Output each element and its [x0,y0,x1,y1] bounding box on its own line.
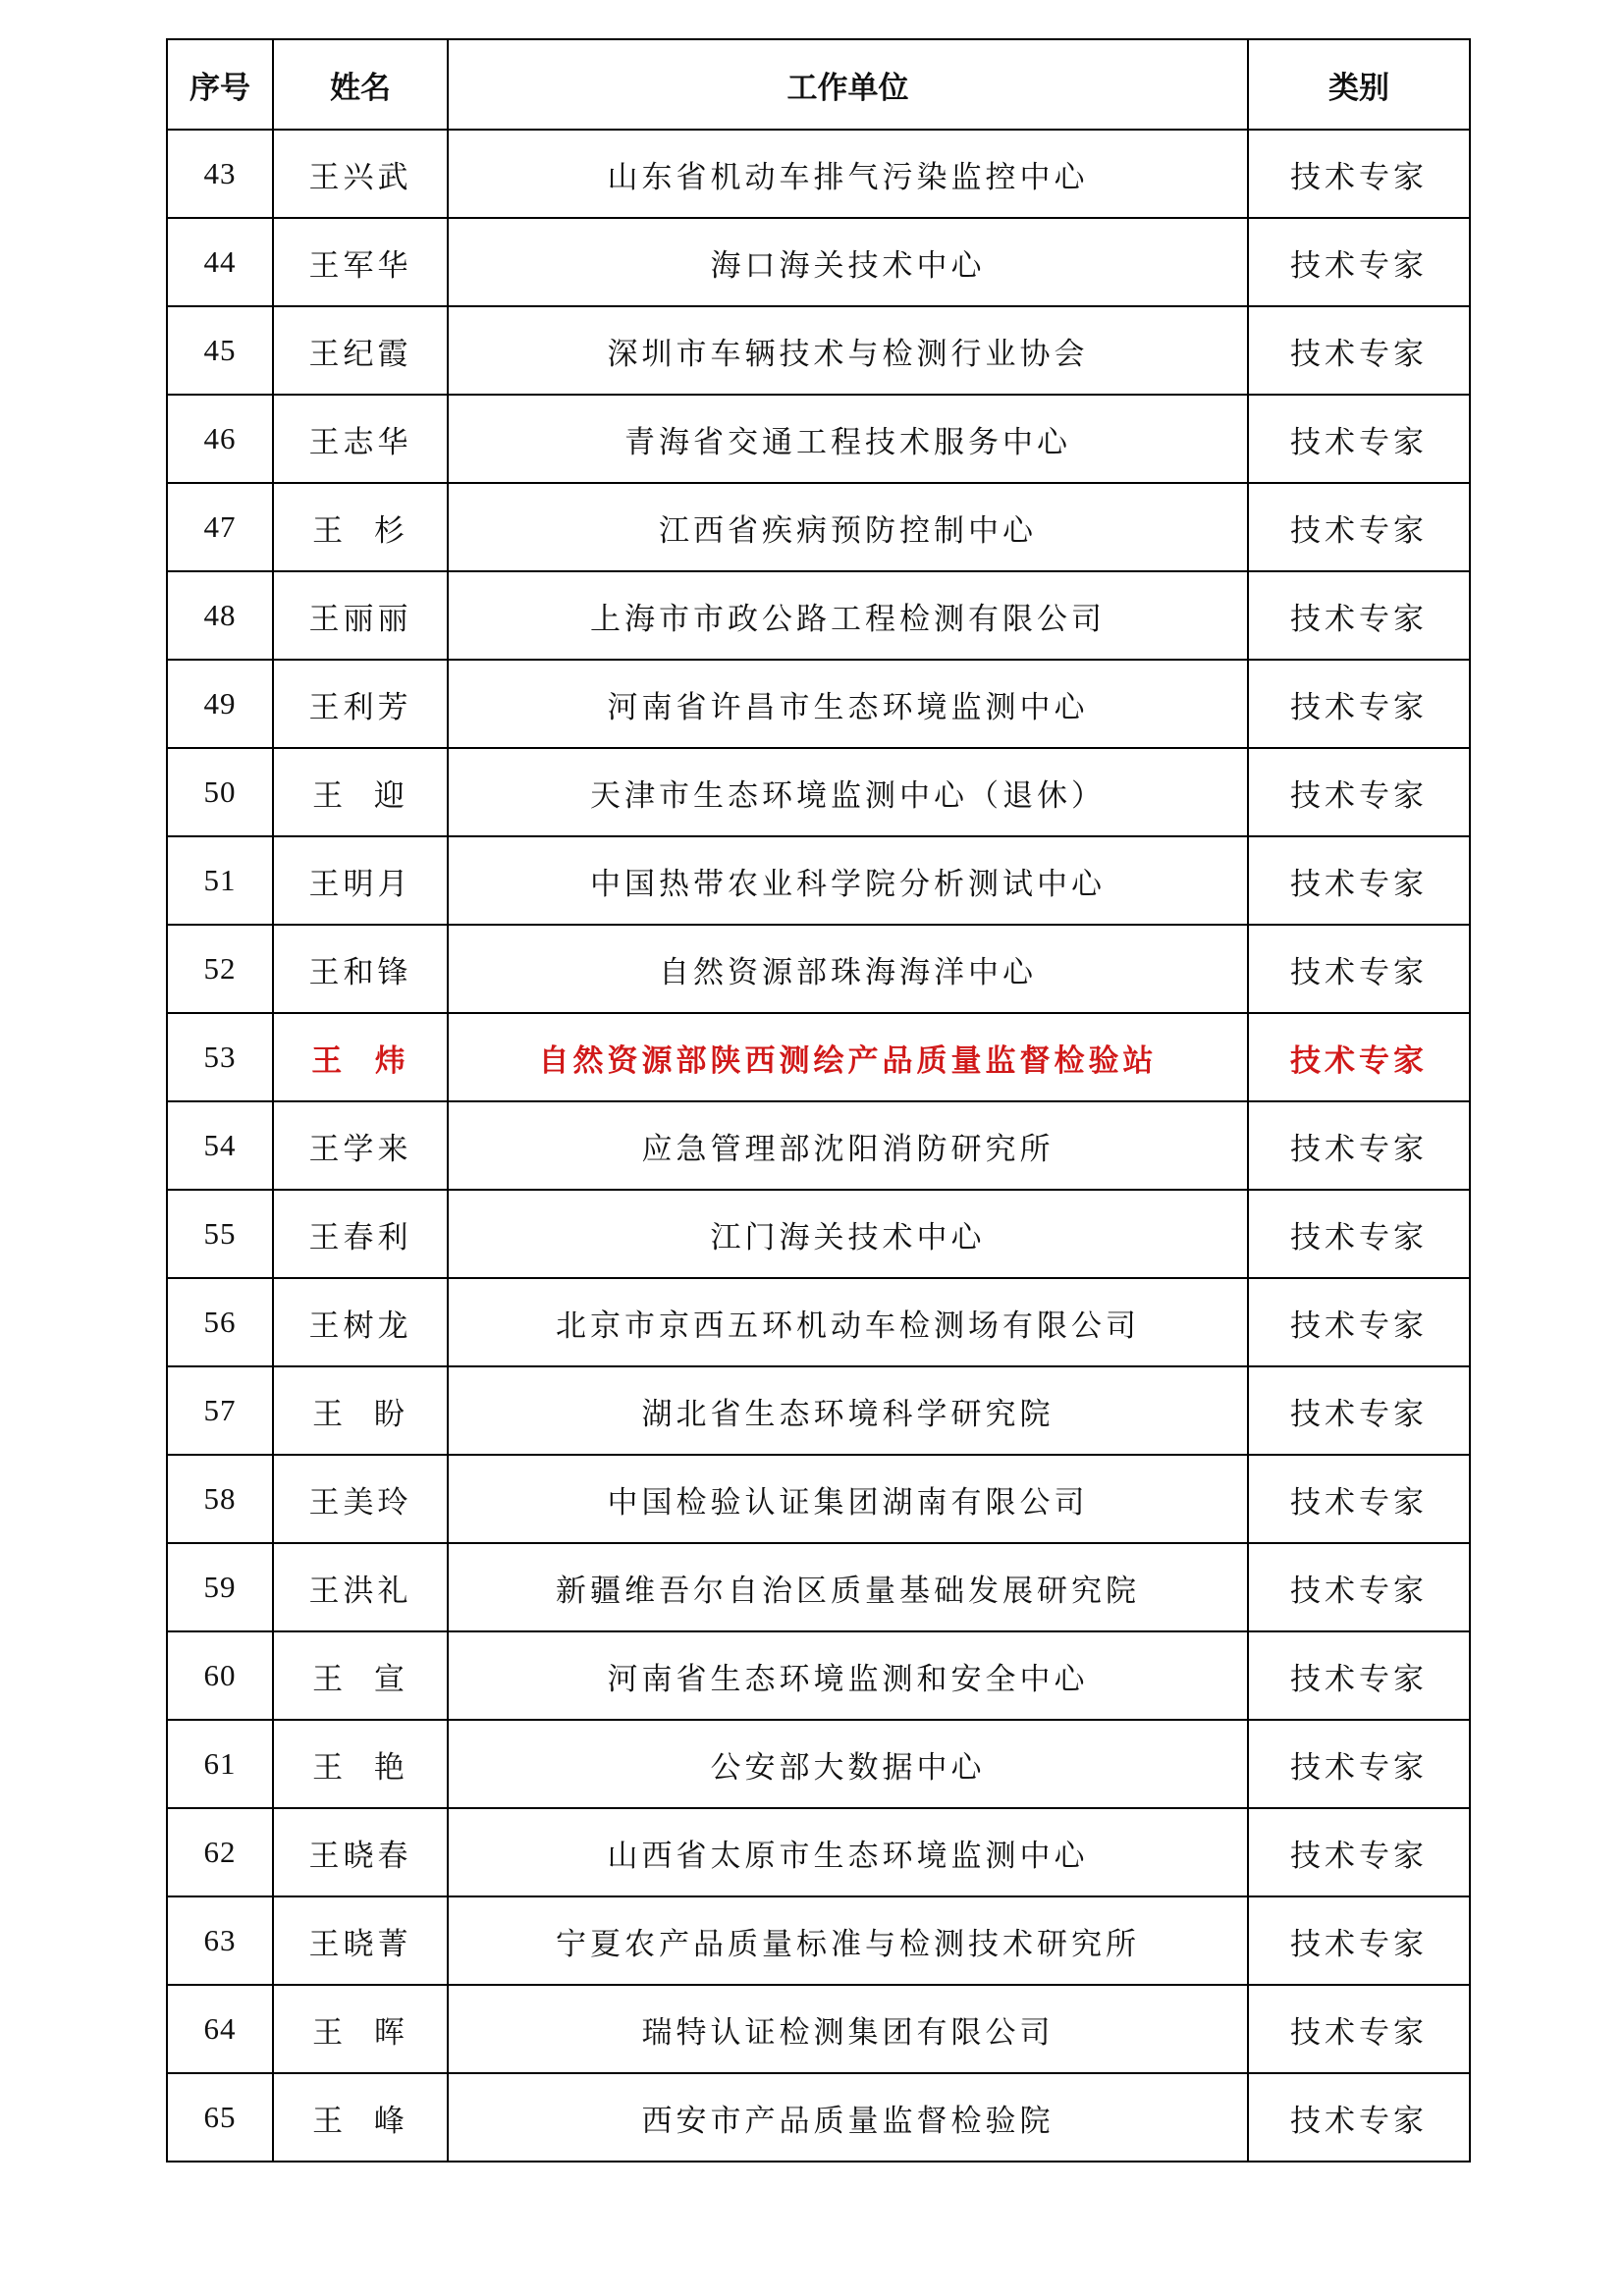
row-number: 64 [167,1985,273,2073]
row-name [273,218,448,306]
table-row [167,1808,1470,1896]
row-unit: 瑞特认证检测集团有限公司 [448,1985,1248,2073]
row-name-text: 王 宣 [312,1661,408,1697]
row-unit: 海口海关技术中心 [448,218,1248,306]
row-unit: 自然资源部陕西测绘产品质量监督检验站 [448,1013,1248,1101]
row-unit: 青海省交通工程技术服务中心 [448,395,1248,483]
row-unit: 上海市市政公路工程检测有限公司 [448,571,1248,660]
row-number: 62 [167,1808,273,1896]
row-number: 48 [167,571,273,660]
row-name [273,1808,448,1896]
row-name-text: 王晓春 [308,1838,412,1874]
row-name [273,1896,448,1985]
row-name [273,1985,448,2073]
header-name: 姓名 [273,39,448,130]
row-category: 技术专家 [1248,1013,1470,1101]
row-number: 47 [167,483,273,571]
row-number: 55 [167,1190,273,1278]
table-row [167,218,1470,306]
table-row [167,1985,1470,2073]
header-unit: 工作单位 [448,39,1248,130]
row-name [273,306,448,395]
row-category: 技术专家 [1248,925,1470,1013]
table-row [167,1190,1470,1278]
table-row [167,571,1470,660]
table-row [167,1013,1470,1101]
table-row [167,483,1470,571]
table-row [167,1101,1470,1190]
table-row [167,1278,1470,1366]
row-unit: 江门海关技术中心 [448,1190,1248,1278]
row-name [273,836,448,925]
row-category: 技术专家 [1248,660,1470,748]
row-name-text: 王树龙 [308,1308,412,1344]
row-name [273,1013,448,1101]
row-category: 技术专家 [1248,1896,1470,1985]
table-row [167,925,1470,1013]
row-number: 46 [167,395,273,483]
row-name [273,1543,448,1631]
row-category: 技术专家 [1248,1631,1470,1720]
row-unit: 应急管理部沈阳消防研究所 [448,1101,1248,1190]
table-row [167,836,1470,925]
row-category: 技术专家 [1248,836,1470,925]
row-number: 58 [167,1455,273,1543]
row-unit: 山西省太原市生态环境监测中心 [448,1808,1248,1896]
row-name-text: 王美玲 [308,1484,412,1521]
row-unit: 新疆维吾尔自治区质量基础发展研究院 [448,1543,1248,1631]
row-name [273,1631,448,1720]
row-unit: 山东省机动车排气污染监控中心 [448,130,1248,218]
row-number: 52 [167,925,273,1013]
row-number: 44 [167,218,273,306]
row-name-text: 王学来 [308,1131,412,1167]
row-name-text: 王春利 [308,1219,412,1255]
table-row [167,130,1470,218]
row-unit: 天津市生态环境监测中心（退休） [448,748,1248,836]
row-name [273,1455,448,1543]
table-row [167,748,1470,836]
table-body [167,130,1470,2162]
row-name [273,925,448,1013]
row-name-text: 王明月 [308,866,412,902]
row-unit: 宁夏农产品质量标准与检测技术研究所 [448,1896,1248,1985]
table-row [167,1543,1470,1631]
row-unit: 自然资源部珠海海洋中心 [448,925,1248,1013]
row-category: 技术专家 [1248,218,1470,306]
row-name [273,2073,448,2162]
row-unit: 湖北省生态环境科学研究院 [448,1366,1248,1455]
row-name-text: 王 盼 [312,1396,408,1432]
row-name [273,1101,448,1190]
row-category: 技术专家 [1248,130,1470,218]
table-row [167,1455,1470,1543]
row-category: 技术专家 [1248,1543,1470,1631]
row-category: 技术专家 [1248,1101,1470,1190]
row-name-text: 王洪礼 [308,1573,412,1609]
row-unit: 中国检验认证集团湖南有限公司 [448,1455,1248,1543]
row-category: 技术专家 [1248,1808,1470,1896]
row-unit: 中国热带农业科学院分析测试中心 [448,836,1248,925]
row-number: 54 [167,1101,273,1190]
table-row [167,395,1470,483]
expert-list-table [166,38,1471,2163]
row-category: 技术专家 [1248,1455,1470,1543]
row-number: 56 [167,1278,273,1366]
row-category: 技术专家 [1248,306,1470,395]
table-row [167,2073,1470,2162]
row-name [273,483,448,571]
row-unit: 深圳市车辆技术与检测行业协会 [448,306,1248,395]
row-number: 50 [167,748,273,836]
row-name-text: 王 晖 [312,2014,408,2051]
table-row [167,1896,1470,1985]
row-name-text: 王晓菁 [308,1926,412,1962]
row-name-text: 王军华 [308,247,412,284]
row-name-text: 王兴武 [308,159,412,195]
table-row [167,306,1470,395]
row-name [273,571,448,660]
row-name-text: 王丽丽 [308,601,412,637]
row-name-text: 王志华 [308,424,412,460]
row-name [273,130,448,218]
row-category: 技术专家 [1248,1190,1470,1278]
row-name-text: 王 迎 [312,777,408,814]
row-category: 技术专家 [1248,748,1470,836]
row-name-text: 王纪霞 [308,336,412,372]
row-number: 53 [167,1013,273,1101]
row-number: 60 [167,1631,273,1720]
table-row [167,1631,1470,1720]
row-category: 技术专家 [1248,1278,1470,1366]
table-header-row [167,39,1470,130]
header-no: 序号 [167,39,273,130]
row-name-text: 王 杉 [312,512,408,549]
row-name-text: 王利芳 [308,689,412,725]
table-row [167,1720,1470,1808]
row-category: 技术专家 [1248,395,1470,483]
row-name [273,395,448,483]
row-number: 45 [167,306,273,395]
row-number: 51 [167,836,273,925]
row-category: 技术专家 [1248,1720,1470,1808]
row-unit: 河南省生态环境监测和安全中心 [448,1631,1248,1720]
row-name-text: 王和锋 [308,954,412,990]
row-name [273,1190,448,1278]
table-row [167,660,1470,748]
row-unit: 公安部大数据中心 [448,1720,1248,1808]
row-number: 61 [167,1720,273,1808]
row-category: 技术专家 [1248,483,1470,571]
row-unit: 西安市产品质量监督检验院 [448,2073,1248,2162]
row-name-text: 王 炜 [311,1042,409,1079]
row-number: 63 [167,1896,273,1985]
row-category: 技术专家 [1248,2073,1470,2162]
row-unit: 河南省许昌市生态环境监测中心 [448,660,1248,748]
row-unit: 北京市京西五环机动车检测场有限公司 [448,1278,1248,1366]
row-name [273,1278,448,1366]
row-number: 65 [167,2073,273,2162]
row-unit: 江西省疾病预防控制中心 [448,483,1248,571]
row-name-text: 王 艳 [312,1749,408,1786]
row-category: 技术专家 [1248,1985,1470,2073]
row-name [273,1720,448,1808]
row-name-text: 王 峰 [312,2103,408,2139]
header-category: 类别 [1248,39,1470,130]
row-name [273,660,448,748]
table-row [167,1366,1470,1455]
row-number: 57 [167,1366,273,1455]
row-category: 技术专家 [1248,571,1470,660]
row-number: 43 [167,130,273,218]
row-category: 技术专家 [1248,1366,1470,1455]
row-number: 49 [167,660,273,748]
row-name [273,748,448,836]
row-number: 59 [167,1543,273,1631]
row-name [273,1366,448,1455]
